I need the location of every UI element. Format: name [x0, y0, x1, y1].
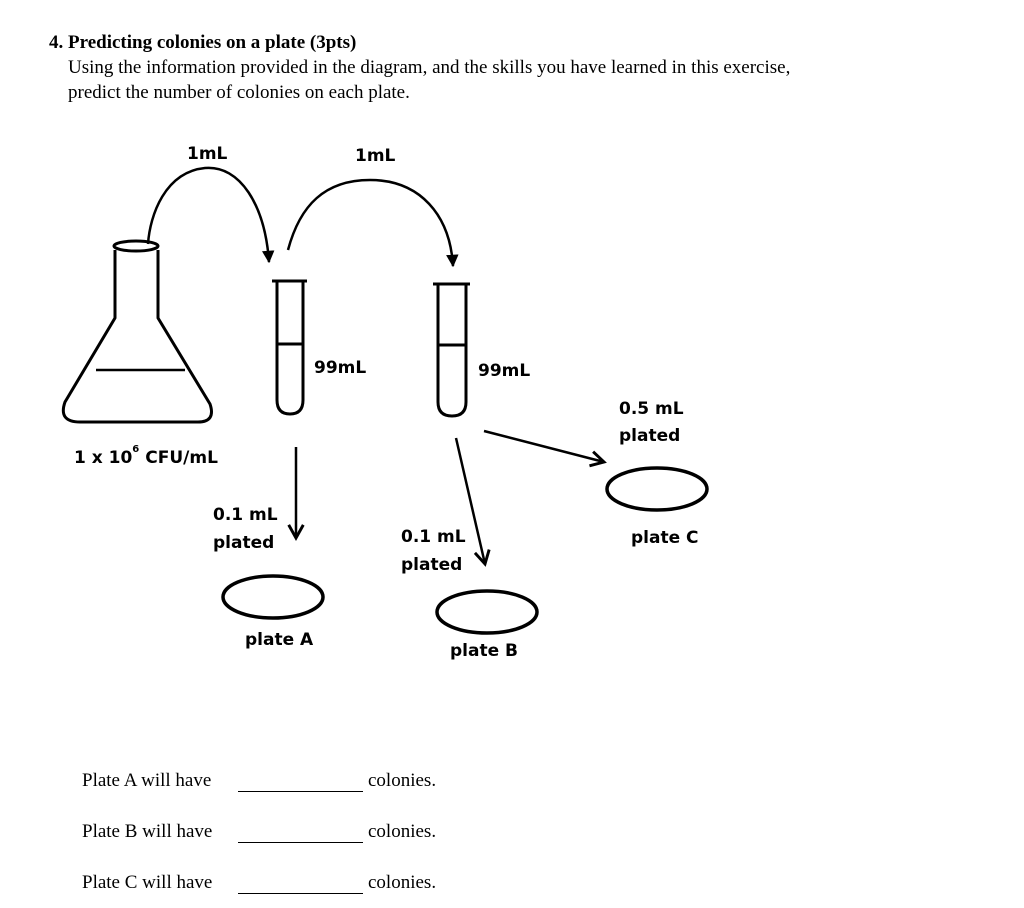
tube-1-volume: 99mL	[314, 358, 367, 378]
test-tube-2	[433, 284, 470, 416]
answer-suffix-plate-c: colonies.	[368, 872, 437, 893]
instructions-line-1: Using the information provided in the diagram, and the skills you have learned in this exercise,	[68, 57, 791, 78]
answer-suffix-plate-a: colonies.	[368, 770, 437, 791]
plate-c-label: plate C	[631, 528, 699, 548]
answer-blank-plate-c[interactable]	[238, 893, 363, 894]
plating-arrow-c	[484, 431, 604, 462]
instructions-line-2: predict the number of colonies on each plate.	[68, 82, 410, 103]
stock-concentration: 1 x $10^6$ CFU/mL	[74, 444, 218, 468]
stock-flask	[63, 241, 211, 422]
transfer-label-2: 1mL	[355, 146, 396, 166]
plate-b	[437, 591, 537, 633]
test-tube-1	[272, 281, 307, 414]
plate-c-plated: plated	[619, 426, 681, 446]
question-title: 4. Predicting colonies on a plate (3pts)	[49, 32, 357, 53]
plate-a	[223, 576, 323, 618]
plate-a-plated: plated	[213, 533, 275, 553]
answer-prefix-plate-c: Plate C will have	[82, 872, 213, 893]
answer-prefix-plate-b: Plate B will have	[82, 821, 213, 842]
plate-a-label: plate A	[245, 630, 314, 650]
plate-b-label: plate B	[450, 641, 518, 661]
plate-c-volume: 0.5 mL	[619, 399, 684, 419]
plate-a-volume: 0.1 mL	[213, 505, 278, 525]
answer-suffix-plate-b: colonies.	[368, 821, 437, 842]
transfer-arrow-2	[288, 180, 453, 266]
flask-rim	[114, 241, 158, 251]
tube-2-volume: 99mL	[478, 361, 531, 381]
transfer-arrow-1	[148, 168, 269, 262]
answer-blank-plate-a[interactable]	[238, 791, 363, 792]
plate-b-volume: 0.1 mL	[401, 527, 466, 547]
transfer-label-1: 1mL	[187, 144, 228, 164]
plate-c	[607, 468, 707, 510]
answer-blank-plate-b[interactable]	[238, 842, 363, 843]
answer-prefix-plate-a: Plate A will have	[82, 770, 212, 791]
flask-body	[63, 250, 211, 422]
plate-b-plated: plated	[401, 555, 463, 575]
